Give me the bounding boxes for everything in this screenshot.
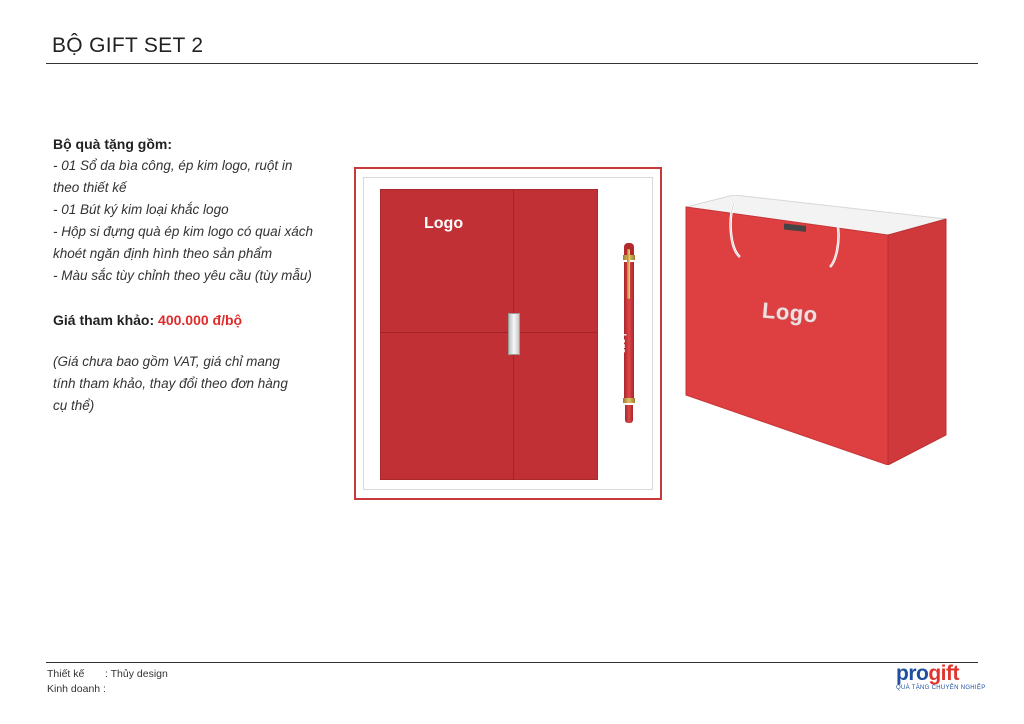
- bag-side-face: [888, 219, 946, 465]
- footer-designer-row: [47, 667, 168, 682]
- page-title: BỘ GIFT SET 2: [52, 34, 204, 57]
- price-note-line: tính tham khảo, thay đổi theo đơn hàng: [53, 376, 288, 391]
- notebook-seam-horizontal: [380, 332, 598, 333]
- sales-label: Kinh doanh :: [47, 683, 106, 695]
- footer-info: [47, 667, 168, 697]
- price-note-line: (Giá chưa bao gồm VAT, giá chỉ mang: [53, 354, 280, 369]
- pen-image: [618, 243, 636, 423]
- notebook-logo: Logo: [424, 215, 464, 232]
- brand-logo: [896, 662, 986, 691]
- brand-name-pro: pro: [896, 662, 929, 685]
- designer-value: : Thủy design: [105, 668, 168, 680]
- header-divider: [46, 63, 978, 64]
- pen-clip: [627, 249, 630, 299]
- price-note-line: cụ thể): [53, 398, 95, 413]
- description-line: - 01 Sổ da bìa công, ép kim logo, ruột in: [53, 158, 293, 173]
- footer-divider: [46, 662, 978, 663]
- notebook-clasp: [508, 313, 520, 355]
- designer-label: Thiết kế: [47, 668, 85, 680]
- gift-bag-drawing: [684, 195, 948, 465]
- pen-tip: [625, 405, 633, 423]
- brand-name-gift: gift: [928, 662, 959, 685]
- description-line: theo thiết kế: [53, 180, 127, 195]
- price-label: Giá tham khảo:: [53, 312, 155, 328]
- price-value: 400.000 đ/bộ: [158, 312, 243, 328]
- notebook-image: [380, 189, 598, 480]
- price-note: [53, 351, 353, 417]
- description-line: - Hộp si đựng quà ép kim logo có quai xách: [53, 224, 313, 239]
- brand-name: [896, 663, 980, 685]
- description-heading: Bộ quà tặng gồm:: [53, 136, 172, 152]
- description-line: - 01 Bút ký kim loại khắc logo: [53, 202, 229, 217]
- footer-sales-row: [47, 682, 168, 697]
- price-row: [53, 309, 353, 331]
- bag-front-face: [686, 207, 888, 465]
- gift-bag-image: [684, 195, 948, 465]
- pen-logo: Logo: [618, 333, 628, 354]
- description-line: - Màu sắc tùy chỉnh theo yêu cầu (tùy mẫu): [53, 268, 312, 283]
- pen-ring: [623, 398, 635, 403]
- description-line: khoét ngăn định hình theo sản phẩm: [53, 246, 273, 261]
- bag-logo: Logo: [761, 297, 819, 328]
- product-description: [53, 133, 353, 417]
- brand-tagline: QUÀ TẶNG CHUYÊN NGHIỆP: [896, 685, 986, 691]
